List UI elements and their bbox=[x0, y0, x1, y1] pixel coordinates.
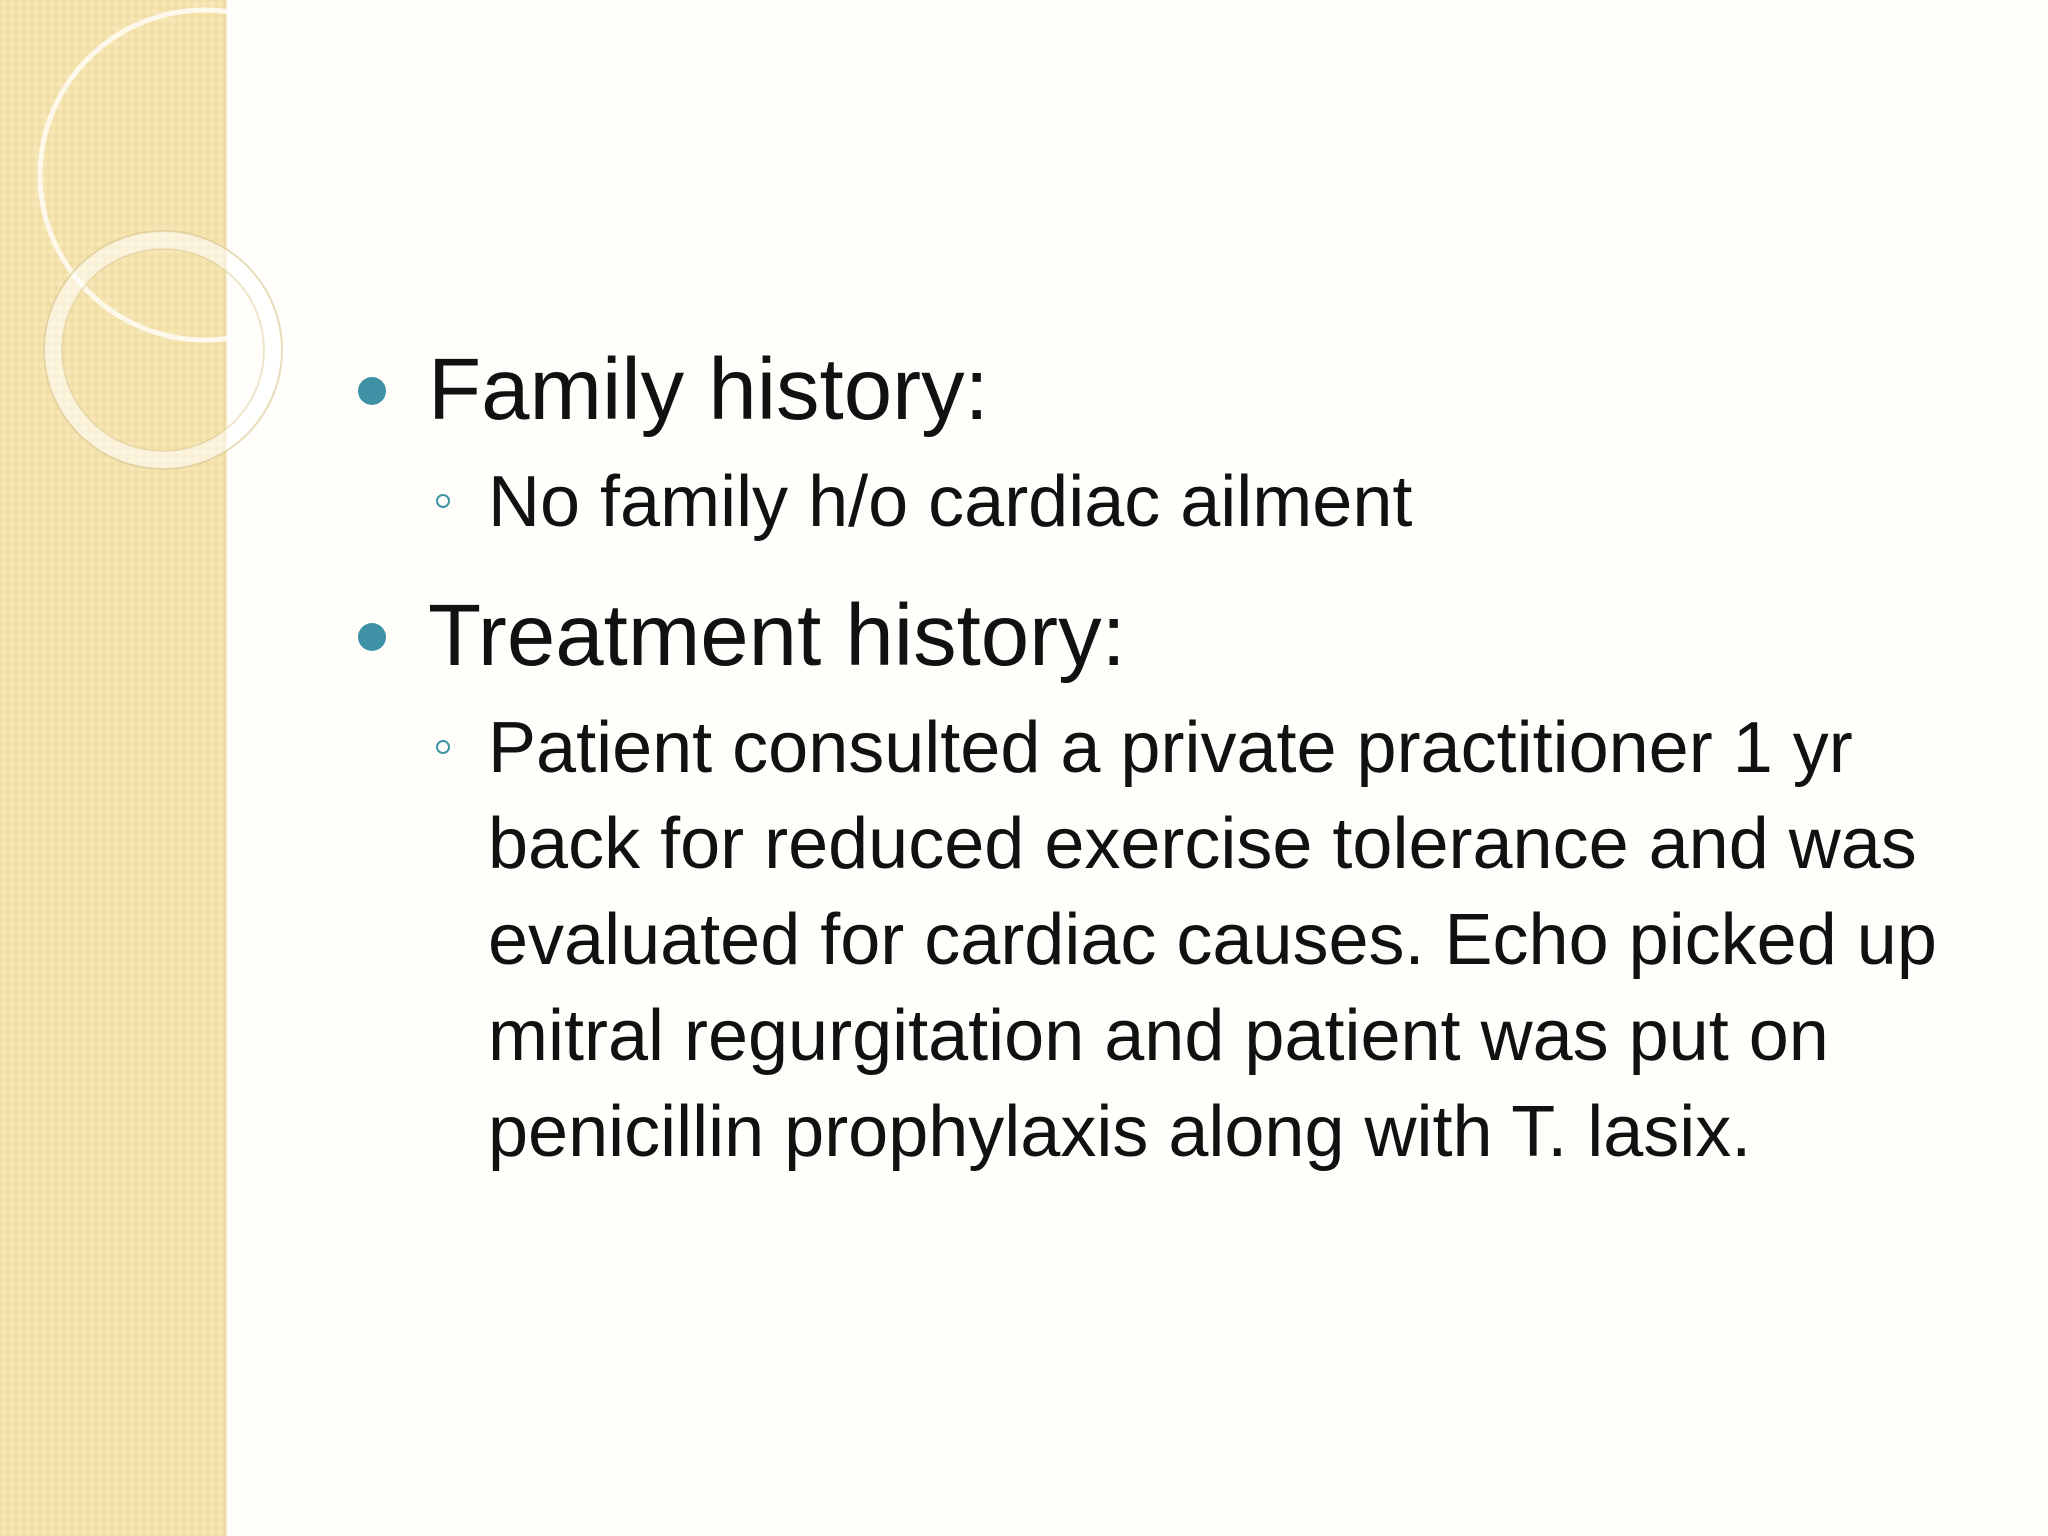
bullet-text: Treatment history: bbox=[428, 587, 1126, 684]
sub-bullet-treatment-detail bbox=[352, 700, 1972, 1180]
sub-bullet-family-detail bbox=[352, 454, 1972, 550]
small-ring-inner-outline bbox=[62, 249, 264, 451]
decorative-rings-graphic bbox=[0, 0, 240, 520]
filled-circle-bullet-icon bbox=[358, 623, 386, 651]
sub-bullet-text: No family h/o cardiac ailment bbox=[488, 462, 1413, 542]
bullet-family-history bbox=[352, 340, 1972, 440]
bullet-list bbox=[352, 340, 1972, 1180]
small-ring bbox=[53, 240, 273, 460]
sub-bullet-text: Patient consulted a private practitioner 1 yr back for reduced exercise tolerance and was evaluated for cardiac causes. Echo picked up mitral regurgitation and patient was put on penicillin prophylaxis along with T. lasix. bbox=[488, 708, 1937, 1172]
bullet-treatment-history bbox=[352, 586, 1972, 686]
bullet-text: Family history: bbox=[428, 341, 989, 438]
large-ring bbox=[40, 10, 370, 340]
hollow-circle-bullet-icon bbox=[436, 494, 450, 508]
filled-circle-bullet-icon bbox=[358, 377, 386, 405]
hollow-circle-bullet-icon bbox=[436, 740, 450, 754]
